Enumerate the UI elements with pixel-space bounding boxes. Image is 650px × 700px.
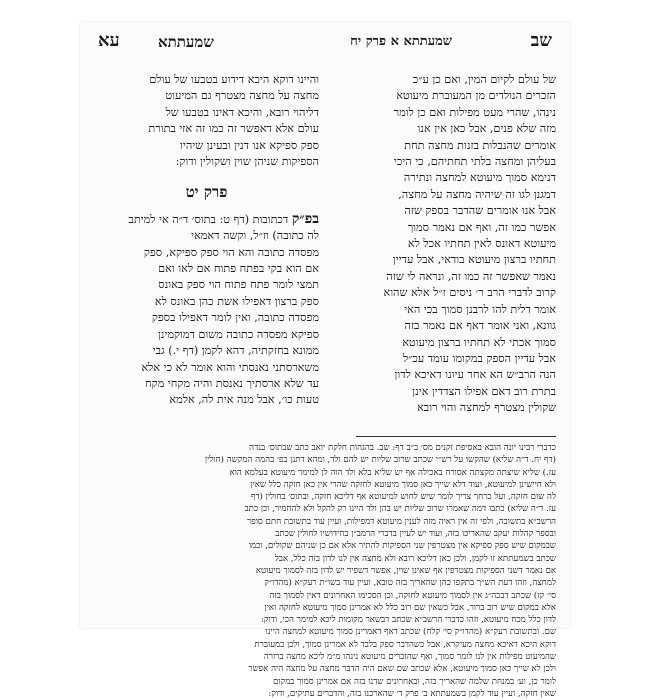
footnote-line: שם. ובתשובת רעק״א (מהדו״ק סי׳ קלח) שכתב דאף דאמרינן סמוך מיעוטא למחצה היינו [265, 627, 556, 638]
page-number: עא [98, 30, 120, 51]
text-line: נינהו, שהרי מעט מפילות ואם כן לומר [393, 105, 556, 119]
text-line: מחצה על מחצה מצטרף גם המיעוט [165, 89, 319, 103]
right-column [331, 72, 556, 417]
text-line: נאמר שאפשר זה כמו זה, ונראה לי שזה [386, 269, 556, 283]
footnote-line: ולכן לא שייך כאן סמוך מיעוטא, אלא שכתב שם שאם היה הדבר מחצה על מחצה היה אפשר [248, 664, 556, 675]
text-line: משארסתני נאנסתי והוא אומר לא כי אלא [141, 360, 319, 374]
text-line: של עולם לקיום המין, ואם כן ע״כ [412, 73, 556, 86]
text-line: הנה הרב״ש הא אחר עיונו דאיכא לדון [394, 368, 556, 382]
text-line: לה כתובה) וז״ל, וקשה דאמאי [191, 229, 319, 243]
text-line: מיעוטא דאונס לאין תחתיו אכל לא [407, 237, 556, 251]
text-line: ספיקא מפסדה כתובה משום דמוקמינן [157, 327, 319, 341]
footnote-line: כדברי רבינו יונה הובא באסיפת זקנים מס׳ ב״ב דף: שב. בהגהות חלקת יואב כתב שבתוס׳ בנדה [249, 443, 556, 453]
footnote-line: הרשב״א בתשובה, ולפי זה אין ראיה מזה לענין מיעוטא דמפילות, ועיין עוד בתשובת חתם סופר [246, 516, 556, 527]
footnote-line: שאין חזקה, ועיין עוד לקמן בשמעתתא ב׳ פרק ד׳ שהארכנו בזה, והדברים עתיקים, ודוק: [268, 688, 556, 699]
footnote-line: דוקא היכא דאיכא מחצה מעיקרא, אבל כשהדבר ספק בלבד לא אמרינן סמוך, ולכן במעוברת [254, 639, 556, 650]
text-line: ממונא בחזקתיה, דהא לקמן (דף י.) גבי [152, 344, 319, 358]
text-line: מפסדה כתובה, ואין לומר דאפילו בספק [151, 311, 319, 325]
footnote-line: אלא במקום שיש רוב ברור, אבל כשאין שם רוב כלל לא אמרינן סמוך מיעוטא לחזקה ואין [264, 602, 556, 613]
page-header [98, 30, 552, 54]
text-line: דליהוי רובא, והיכא דאינו בטבעו של [165, 105, 319, 119]
page-letter: שב [530, 30, 552, 51]
text-line: הזכרים הנולדים מן המעוברת מיעוטא [396, 89, 556, 103]
text-line: עד שלא ארסתיך נאנסת והיה מקחי מקח [145, 376, 319, 390]
footnote-line: (דף יח. ד״ה שליא) שהקשו על רש״י שכתב שרוב שליות יש להם ולד, ומהא דתנן בפ׳ בהמה המקשה (חולין [204, 455, 556, 466]
footnote-line: ולא חיישינן למיעוטא, ועוד דלא שייך כאן סמוך מיעוטא לחזקה שהרי אין כאן חזקה כלל שאין [250, 479, 556, 490]
running-header-right: שמעתתא א פרק יח [350, 34, 452, 49]
text-line: ספק ספיקא אנו דנין ובעינן שיהיו [180, 138, 319, 152]
text-segment: דכתובות (דף ט: בתוס׳ ד״ה אי למיתב [128, 212, 289, 226]
footnote-line: לדון כלל מכח מיעוטא, וזהו כדברי הרשב״א שכתב דבשאר מקומות ליכא למימר הכי, ודוק: [261, 615, 556, 626]
text-line: טעות כו׳, אבל מנה אית לה, אלמא [169, 393, 319, 407]
book-page [80, 22, 570, 699]
footnote-line: עז.) שליא שיצתה מקצתה אסורה באכילה אף יש שליא בלא ולד הוה לן למימר מיעוטא בעלמא הוא [229, 467, 556, 478]
text-line: בעליהן ומחצה בלתי תחתיהם, כי היכי [393, 155, 556, 169]
text-line [94, 211, 319, 228]
text-line: עולם אלא דאפשר זה כמו זה אזי בתורת [148, 122, 319, 136]
running-header-left: שמעתתא [158, 33, 214, 51]
footnote-line: סי׳ קז) שכתב דבכה״ג אין לסמוך מיעוטא לחזקה, וכן הסכימו האחרונים דאין לסמוך בזה [269, 590, 556, 601]
text-line: והיינו דוקא היכא דידוע בטבעו של עולם [149, 73, 319, 86]
text-line: ספק ברצון דאפילו אשת כהן באונס לא [154, 294, 319, 308]
footnote-line: ובספר קהלות יעקב שהאריכו בזה, ועוד יש לעיין בדברי הרמב״ן בחידושיו לחולין שכתב [275, 529, 556, 540]
left-column [94, 72, 319, 409]
footnote-divider [356, 436, 556, 437]
footnote-line: לה שום חזקה, ועל כרחך צריך לומר שיש לחוש למיעוטא אף דליכא חזקה, ובתוס׳ בחולין (דף [250, 492, 556, 503]
footnote-line: שכתב בשמעתתא זו לקמן, ולכן כאן דליכא רובא ולא מחצה אין לנו לדון בזה כלל, אבל [274, 553, 556, 564]
text-line: דנימא סמוך מיעוטא למחצה ונתירה [403, 171, 556, 185]
footnote-line: לומר כן, וע׳ במנחת שלמה שהאריך בזה, ובאחרונים שדנו בזה אם אמרינן סמוך במקום [273, 676, 556, 687]
text-line: אבל אנו אומרים שהדבר בספק שזה [404, 204, 556, 218]
text-line: מפסדה כתובה והא הוי ספק ספיקא, ספק [143, 245, 319, 259]
footnote-line: שבמקום שיש ספק ספיקא אין מצטרפין שני הספיקות להתיר אלא אם כן שניהם שקולים, וכמו [248, 541, 556, 552]
text-line: הספיקות שניהן שוין ושקולין ודוק: [175, 155, 319, 169]
footnote-line: אם נאמר דשני הספיקות מצטרפין אף שאינן שוין, אפשר דשפיר יש לדון בזה לסמוך מיעוטא [255, 565, 556, 576]
chapter-lead-word: בפ״ק [291, 210, 319, 227]
text-line: גוונא, ואני אומר דאף אם נאמר בזה [404, 319, 556, 333]
text-line: בתרת רוב דאם אפילו הצדדין אינן [412, 384, 556, 398]
text-line: אומר דלית להו לרבנן סמוך בכי האי [404, 302, 556, 316]
text-line: קרוב לדברי הרב ר׳ ניסים ז״ל אלא שהוא [383, 286, 556, 300]
text-line: תחתיו ברצון מיעוטא בודאי, אבל עדיין [392, 253, 556, 267]
footnotes [94, 442, 556, 700]
text-line: מזה שלא פנים, אבל כאן אין אנו [417, 122, 556, 136]
chapter-heading: פרק יט [185, 183, 228, 202]
text-line: דמגנן לגו זה שיהיה מחצה על מחצה, [398, 187, 556, 201]
footnote-line: שהמיעוט מפילות אין לנו לומר סמוך, ואף שהזכרים מיעוטא נינהו מ״מ ליכא מחצה ברורה [263, 652, 556, 663]
text-line: אפשר כמו זה, ואף אם נאמר סמוך [407, 220, 556, 234]
footnote-line: למחצה, וזהו דעת הש״ך בתקפו כהן שהאריך בזה טובא, ועיין עוד בשו״ת רעק״א (מהדו״ק [264, 578, 556, 589]
text-line: אבל עדיין הספק במקומו עומד עכ״ל [402, 351, 556, 365]
text-line: שקולין מצטרף למחצה והוי רובא [417, 401, 556, 415]
text-line: תמצי לומר פתח פתוח הוי ספק באונס [158, 278, 319, 292]
text-line: אם הוא בקי בפתח פתוח אם לאו ואם [158, 262, 319, 276]
footnote-line: עז. ד״ה שליא) כתבו דמה שאמרו שרוב שליות יש בהן ולד היינו רק להקל ולא להחמיר, וכן כתב [244, 504, 556, 515]
text-line: אומרים שהנבלות בזנות מחצה תחת [404, 138, 556, 152]
text-line: סמוך אכתי לא תחתיו ברצון מיעוטא [402, 335, 556, 349]
